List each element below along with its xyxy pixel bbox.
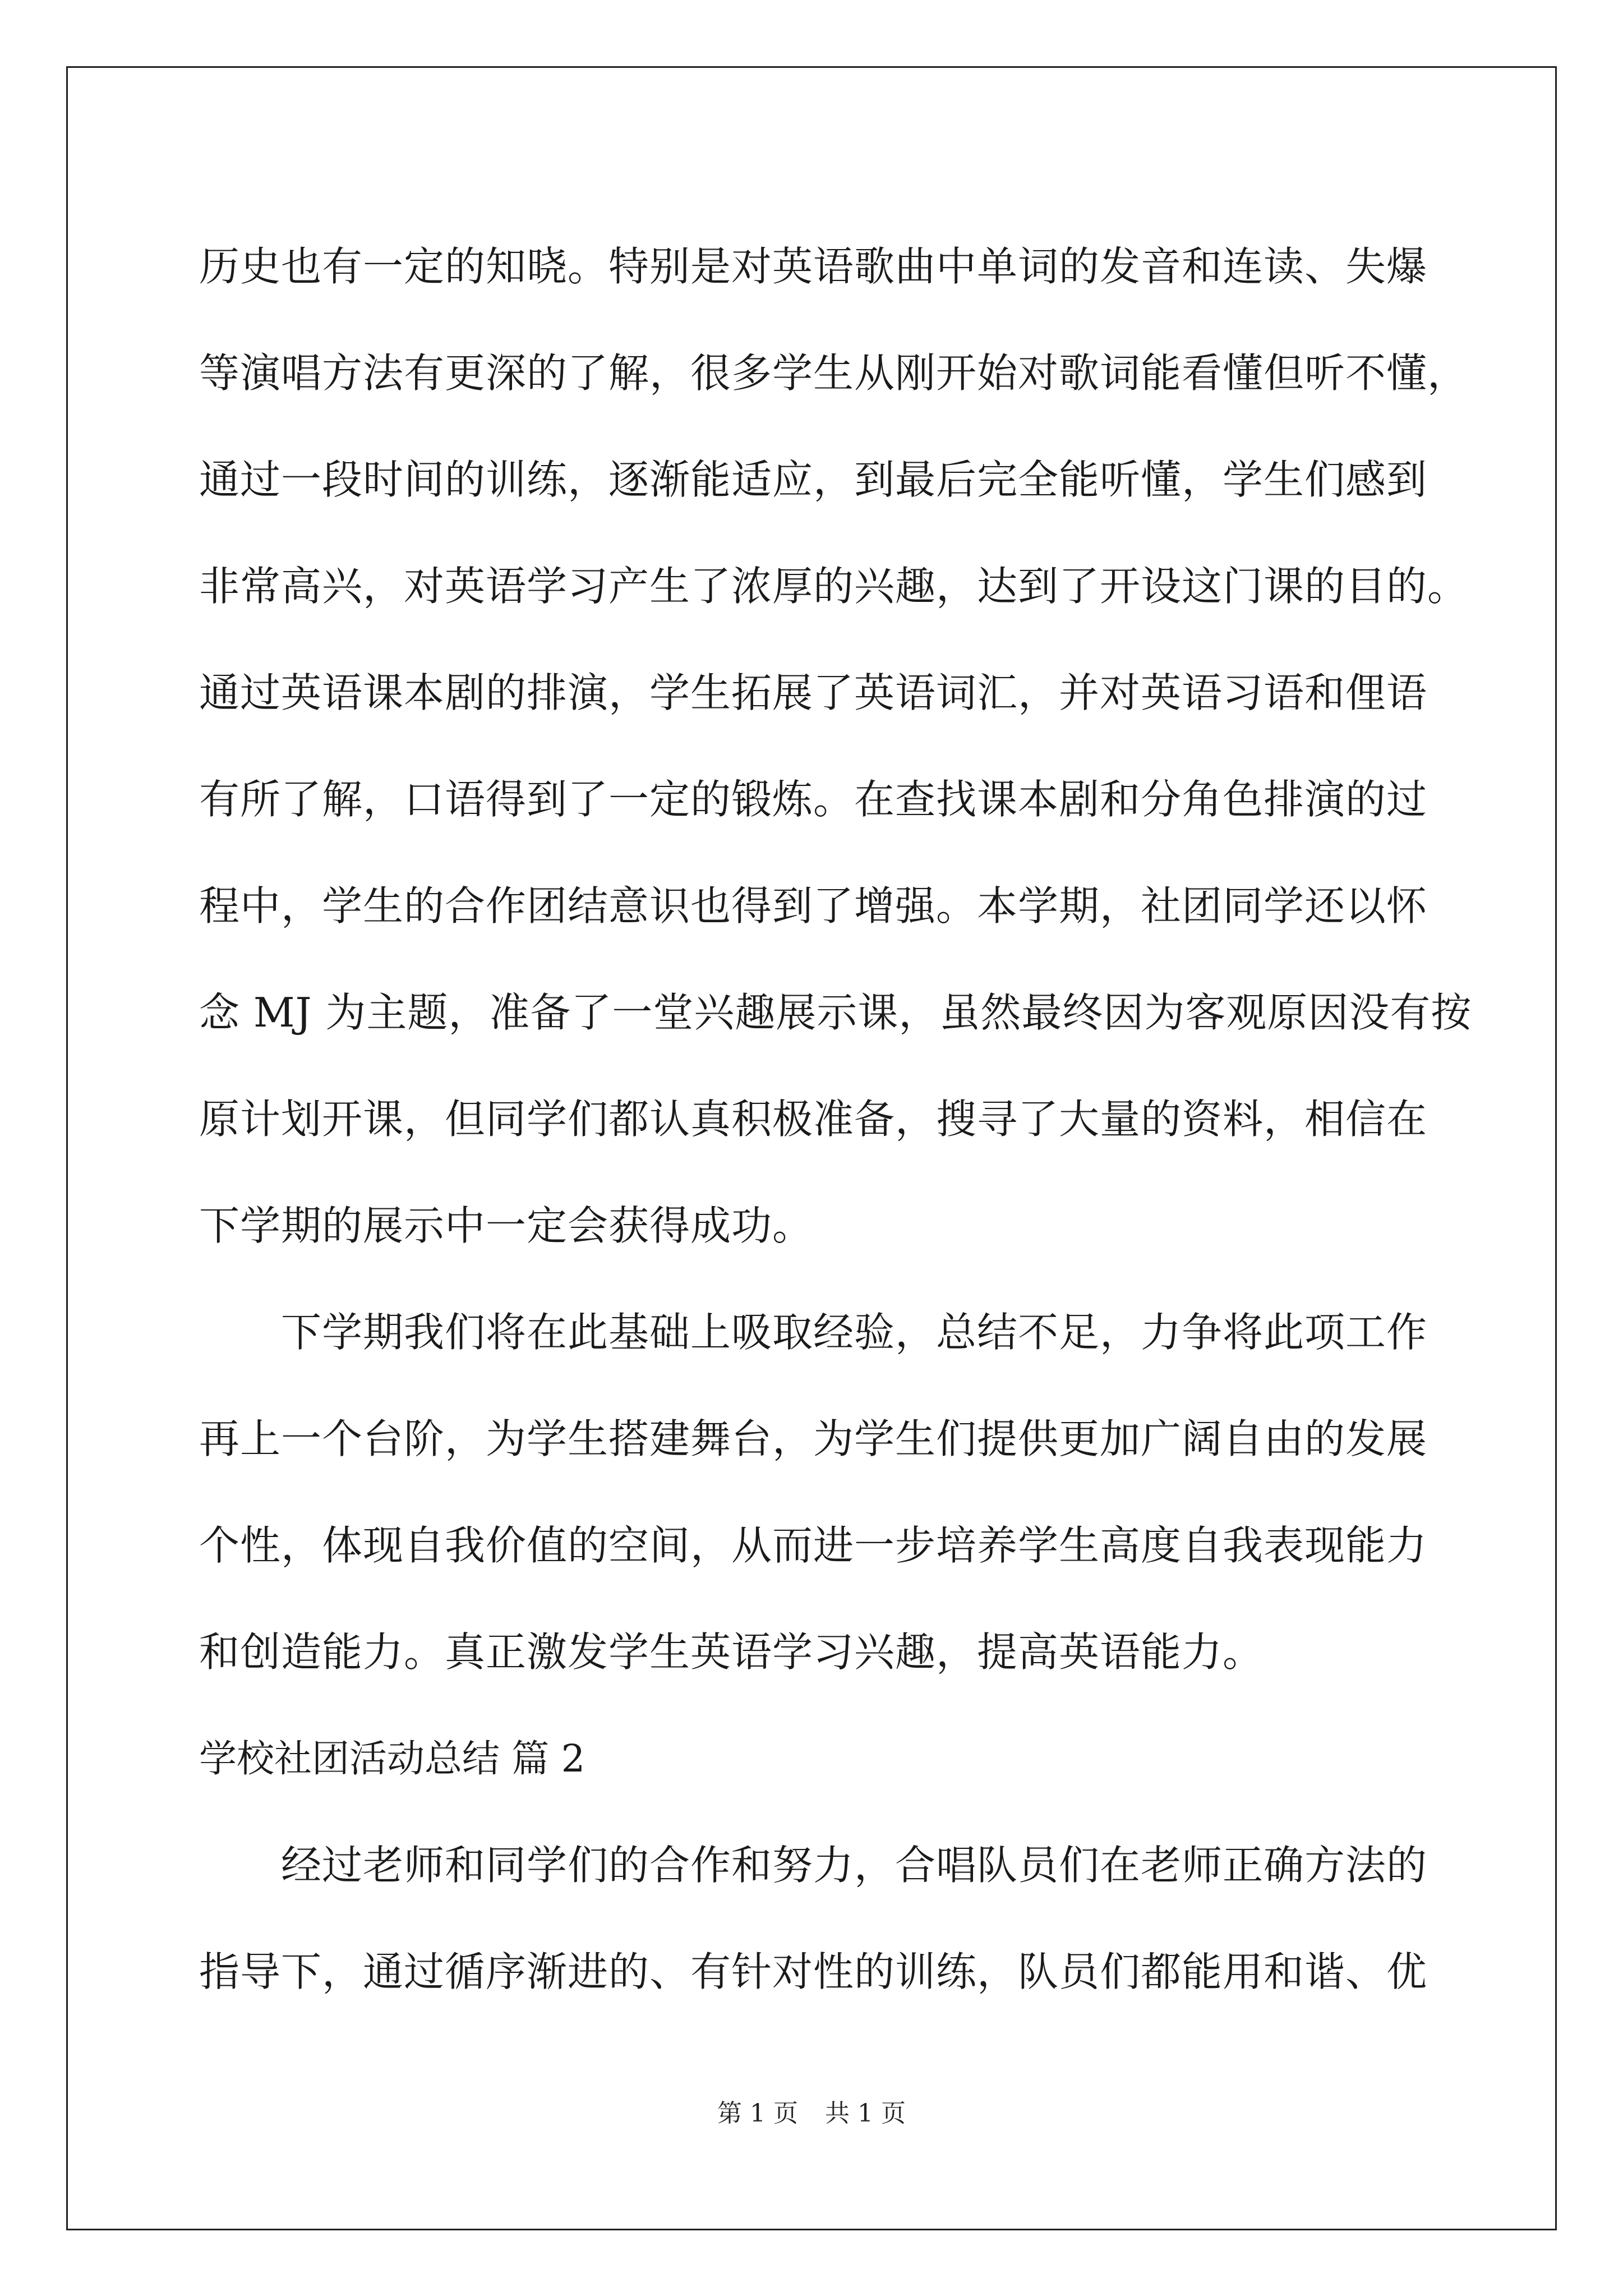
text-line: 历史也有一定的知晓。特别是对英语歌曲中单词的发音和连读、失爆 [199, 243, 1428, 290]
section-heading: 学校社团活动总结 篇 2 [199, 1737, 585, 1780]
text-line: 下学期我们将在此基础上吸取经验，总结不足，力争将此项工作 [199, 1309, 1428, 1356]
page-footer [0, 2097, 1623, 2131]
document-body [199, 213, 1472, 2025]
text-line: 有所了解，口语得到了一定的锻炼。在查找课本剧和分角色排演的过 [199, 776, 1428, 823]
text-line: 非常高兴，对英语学习产生了浓厚的兴趣，达到了开设这门课的目的。 [199, 563, 1469, 610]
text-line: 下学期的展示中一定会获得成功。 [199, 1202, 814, 1249]
text-line: 经过老师和同学们的合作和努力，合唱队员们在老师正确方法的 [199, 1842, 1428, 1889]
text-line: 和创造能力。真正激发学生英语学习兴趣，提高英语能力。 [199, 1628, 1264, 1676]
text-line: 再上一个台阶，为学生搭建舞台，为学生们提供更加广阔自由的发展 [199, 1415, 1428, 1462]
text-line: 原计划开课，但同学们都认真积极准备，搜寻了大量的资料，相信在 [199, 1096, 1428, 1143]
text-line: 通过英语课本剧的排演，学生拓展了英语词汇，并对英语习语和俚语 [199, 669, 1428, 716]
page-number: 第 1 页 [717, 2099, 798, 2128]
text-line: 念 MJ 为主题，准备了一堂兴趣展示课，虽然最终因为客观原因没有按 [199, 989, 1472, 1036]
text-line: 个性，体现自我价值的空间，从而进一步培养学生高度自我表现能力 [199, 1522, 1428, 1569]
page-total: 共 1 页 [825, 2099, 906, 2128]
text-line: 程中，学生的合作团结意识也得到了增强。本学期，社团同学还以怀 [199, 882, 1428, 930]
text-line: 等演唱方法有更深的了解，很多学生从刚开始对歌词能看懂但听不懂， [199, 349, 1469, 397]
text-line: 通过一段时间的训练，逐渐能适应，到最后完全能听懂，学生们感到 [199, 456, 1428, 503]
text-line: 指导下，通过循序渐进的、有针对性的训练，队员们都能用和谐、优 [199, 1948, 1428, 1995]
